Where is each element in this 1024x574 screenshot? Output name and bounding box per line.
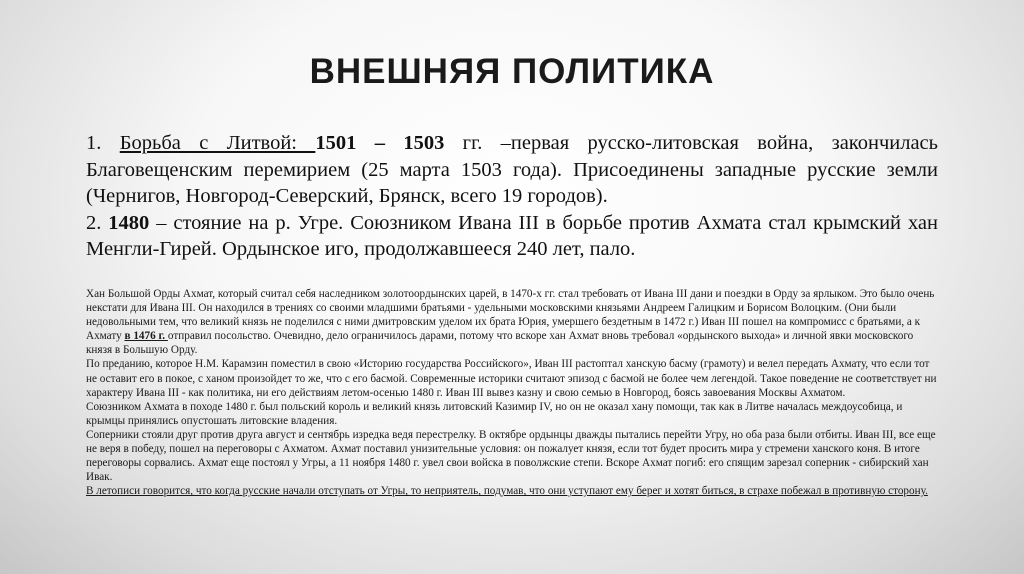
notes-p1-after: отправил посольство. Очевидно, дело ограничилось дарами, потому что вскоре хан Ахмат вновь требовал «ордынского выхода» и личной явки московского князя в Большую Орду. <box>86 330 914 357</box>
point-2-number: 2. <box>86 211 102 234</box>
chronicle-link[interactable]: В летописи говорится, что когда русские начали отступать от Угры, то неприятель, подумав, что они уступают ему берег и хотят биться, в страхе побежал в противную сторону. <box>86 485 928 498</box>
point-2-year: 1480 <box>108 211 150 234</box>
main-text <box>86 130 938 263</box>
notes-text <box>86 287 942 498</box>
notes-paragraph-3: Союзником Ахмата в походе 1480 г. был польский король и великий князь литовский Казимир IV, но он не оказал хану помощи, так как в Литве началась междоусобица, и крымцы принялись опустошать литовские владения. <box>86 400 903 427</box>
lithuania-war-link[interactable]: Борьба с Литвой: <box>119 132 316 154</box>
notes-p1-before: Хан Большой Орды Ахмат, который считал себя наследником золотоордынских царей, в 1470-х гг. стал требовать от Ивана III дани и поездки в Орду за ярлыком. Это было очень некстати для Ивана III. Он находился в трениях со своими младшими братьями - удельными московскими князьями Андреем Галицким и Борисом Волоцким. (Они были недовольными тем, что великий князь не поделился с ними дмитровским уделом их брата Юрия, умершего бездетным в 1472 г.) Иван III пошел на компромисс с братьями, а к Ахмату <box>86 288 935 343</box>
notes-paragraph-4: Соперники стояли друг против друга август и сентябрь изредка ведя перестрелку. В октябре ордынцы дважды пытались перейти Угру, но оба раза были отбиты. Иван III, все еще не веря в победу, пошел на переговоры с Ахматом. Ахмат поставил унизительные условия: он пожалует князя, если тот будет просить мира у стремени ханского коня. В итоге переговоры сорвались. Ахмат еще постоял у Угры, а 11 ноября 1480 г. увел свои войска в поволжские степи. Вскоре Ахмат погиб: его спящим зарезал соперник - сибирский хан Ивак. <box>86 428 936 484</box>
point-1-years: 1501 – 1503 <box>315 132 445 154</box>
notes-paragraph-2: По преданию, которое Н.М. Карамзин поместил в свою «Историю государства Российского», Иван III растоптал ханскую басму (грамоту) и велел передать Ахмату, что если тот не оставит его в покое, с ханом произойдет то же, что с его басмой. Современные историки считают эпизод с басмой не более чем легендой. Такое поведение не соответствует ни характеру Ивана III - как политика, ни его действиям летом-осенью 1480 г. Иван III вывез казну и свою семью в Новгород, боясь завоевания Москвы Ахматом. <box>86 358 937 399</box>
point-2 <box>86 210 938 263</box>
year-1476-link[interactable]: в 1476 г. <box>124 330 168 343</box>
point-1-text: гг. –первая русско-литовская война, закончилась Благовещенским перемирием (25 марта 1503 года). Присоединены западные русские земли (Чернигов, Новгород-Северский, Брянск, всего 19 городов). <box>86 132 939 207</box>
point-1-number: 1. <box>86 132 102 154</box>
slide-title: ВНЕШНЯЯ ПОЛИТИКА <box>309 52 715 91</box>
notes-paragraph-1 <box>86 287 942 357</box>
point-2-text: – стояние на р. Угре. Союзником Ивана III в борьбе против Ахмата стал крымский хан Менгли-Гирей. Ордынское иго, продолжавшееся 240 лет, пало. <box>86 211 938 260</box>
point-1 <box>86 130 938 210</box>
